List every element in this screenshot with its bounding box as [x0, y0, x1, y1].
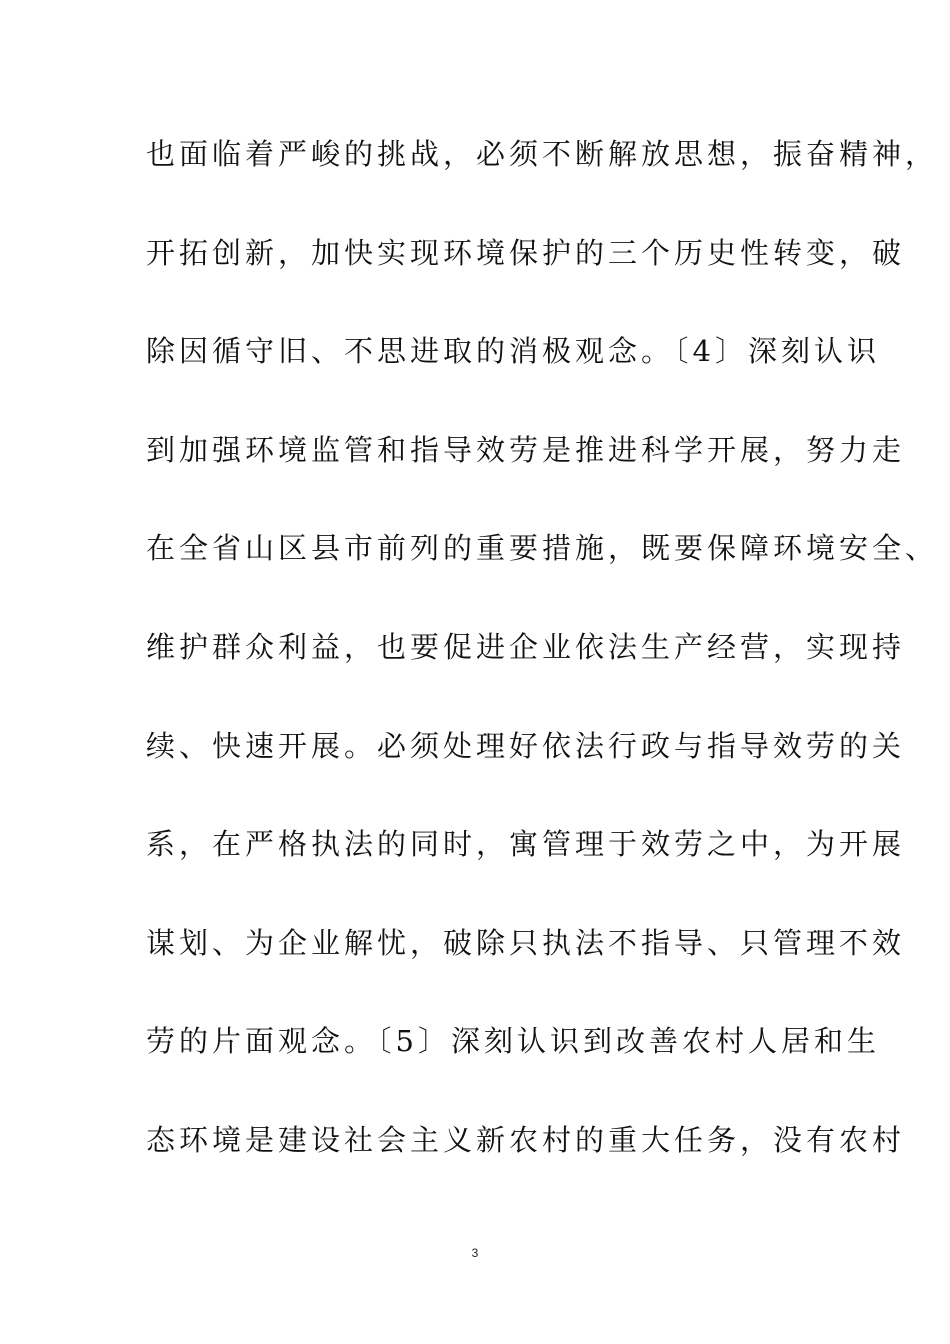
text-line-6: 维护群众利益，也要促进企业依法生产经营，实现持 — [146, 629, 906, 664]
text-line-9: 谋划、为企业解忧，破除只执法不指导、只管理不效 — [146, 925, 906, 960]
text-line-7: 续、快速开展。必须处理好依法行政与指导效劳的关 — [146, 728, 906, 763]
text-line-2: 开拓创新，加快实现环境保护的三个历史性转变，破 — [146, 235, 906, 270]
text-line-11: 态环境是建设社会主义新农村的重大任务，没有农村 — [146, 1122, 906, 1157]
body-text — [146, 128, 939, 1213]
text-line-4: 到加强环境监管和指导效劳是推进科学开展，努力走 — [146, 432, 906, 467]
text-line-8: 系，在严格执法的同时，寓管理于效劳之中，为开展 — [146, 827, 906, 862]
text-line-3: 除因循守旧、不思进取的消极观念。〔4〕深刻认识 — [146, 334, 880, 369]
text-line-5: 在全省山区县市前列的重要措施，既要保障环境安全、 — [146, 531, 939, 566]
text-line-1: 也面临着严峻的挑战，必须不断解放思想，振奋精神， — [146, 137, 939, 171]
page-number: 3 — [471, 1246, 479, 1260]
text-line-10: 劳的片面观念。〔5〕深刻认识到改善农村人居和生 — [146, 1024, 880, 1059]
